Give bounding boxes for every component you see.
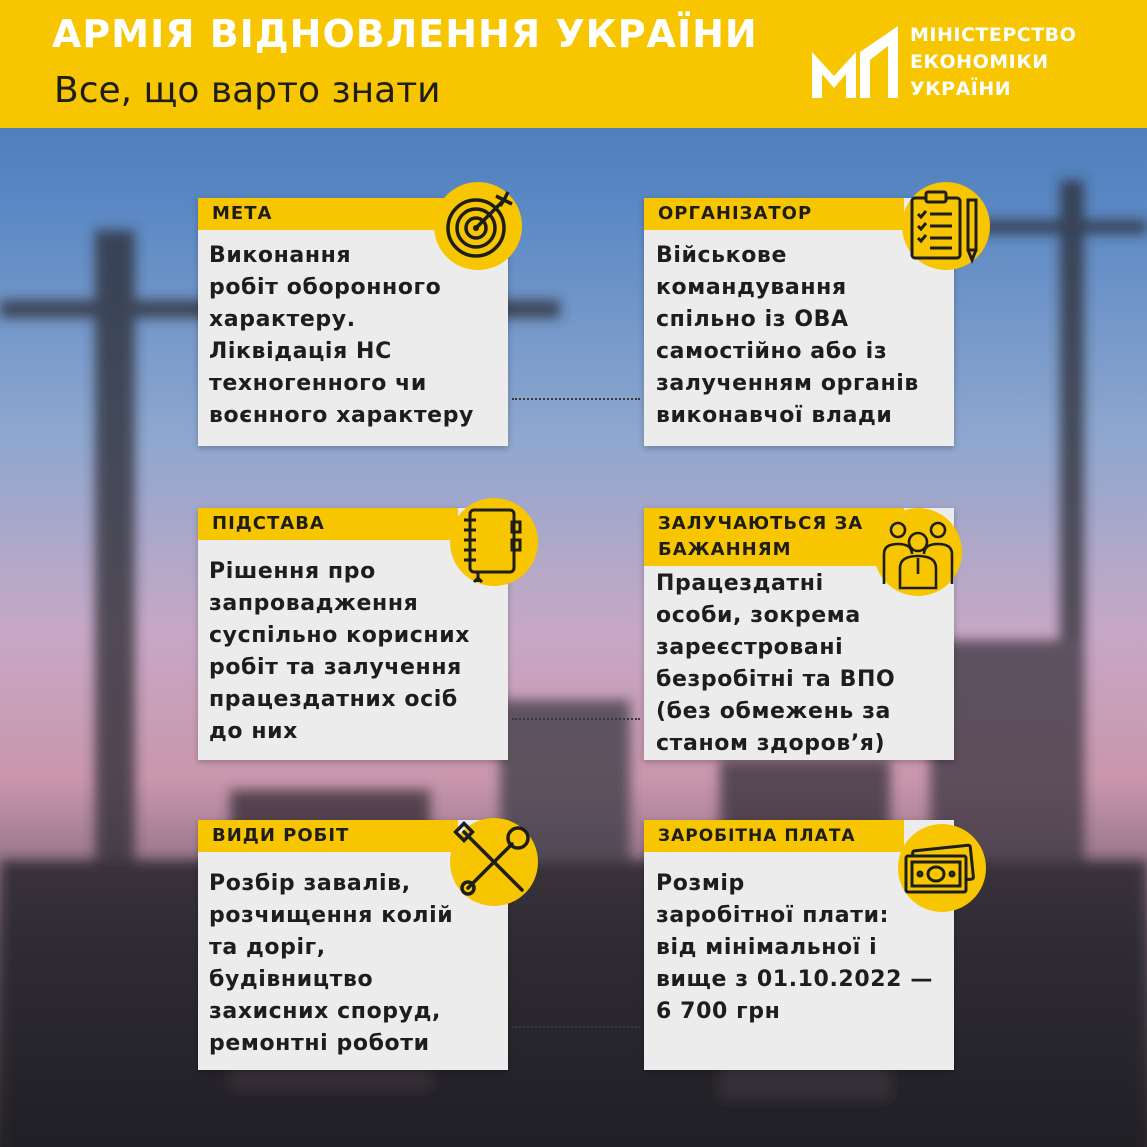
- text-line: робіт оборонного: [209, 275, 442, 300]
- text-line: командування: [656, 275, 847, 300]
- header-bar: [0, 0, 1147, 128]
- target-icon: [434, 182, 522, 270]
- text-line: спільно із ОВА: [656, 307, 849, 332]
- ministry-logo-icon: [810, 24, 900, 100]
- text-line: Працездатні: [656, 571, 824, 596]
- text-line: зареєстровані: [656, 635, 844, 660]
- text-line: вище з 01.10.2022 —: [656, 967, 933, 992]
- card-work-types-label: ВИДИ РОБІТ: [198, 820, 458, 852]
- card-basis-label: ПІДСТАВА: [198, 508, 458, 540]
- text-line: залученням органів: [656, 371, 919, 396]
- tools-icon: [450, 818, 538, 906]
- text-line: техногенного чи: [209, 371, 427, 396]
- card-work-types-text: [209, 868, 453, 1060]
- page-subtitle: Все, що варто знати: [54, 70, 441, 111]
- text-line: Ліквідація НС: [209, 339, 392, 364]
- text-line: воєнного характеру: [209, 403, 474, 428]
- text-line: робіт та залучення: [209, 655, 462, 680]
- text-line: характеру.: [209, 307, 356, 332]
- card-organizer-text: [656, 240, 919, 432]
- label-line: ЗАЛУЧАЮТЬСЯ ЗА: [658, 513, 864, 534]
- connector-dots: [512, 398, 640, 400]
- logo-line: ЕКОНОМІКИ: [910, 51, 1049, 73]
- text-line: від мінімальної і: [656, 935, 878, 960]
- text-line: будівництво: [209, 967, 374, 992]
- notebook-icon: [450, 498, 538, 586]
- text-line: станом здоров’я): [656, 731, 886, 756]
- text-line: заробітної плати:: [656, 903, 889, 928]
- label-line: БАЖАННЯМ: [658, 539, 792, 560]
- text-line: самостійно або із: [656, 339, 888, 364]
- text-line: працездатних осіб: [209, 687, 458, 712]
- ministry-logo-text: [910, 22, 1076, 103]
- text-line: Військове: [656, 243, 787, 268]
- text-line: виконавчої влади: [656, 403, 893, 428]
- page-title: АРМІЯ ВІДНОВЛЕННЯ УКРАЇНИ: [52, 12, 758, 56]
- text-line: Розмір: [656, 871, 745, 896]
- logo-line: МІНІСТЕРСТВО: [910, 24, 1077, 46]
- text-line: Розбір завалів,: [209, 871, 411, 896]
- connector-dots: [512, 718, 640, 720]
- text-line: Виконання: [209, 243, 352, 268]
- text-line: безробітні та ВПО: [656, 667, 896, 692]
- text-line: суспільно корисних: [209, 623, 471, 648]
- card-salary-label: ЗАРОБІТНА ПЛАТА: [644, 820, 904, 852]
- card-goal-label: МЕТА: [198, 198, 458, 230]
- clipboard-icon: [902, 182, 990, 270]
- text-line: особи, зокрема: [656, 603, 861, 628]
- text-line: та доріг,: [209, 935, 326, 960]
- text-line: до них: [209, 719, 298, 744]
- text-line: захисних споруд,: [209, 999, 441, 1024]
- card-participants-text: [656, 568, 895, 760]
- text-line: розчищення колій: [209, 903, 454, 928]
- card-organizer-label: ОРГАНІЗАТОР: [644, 198, 904, 230]
- card-salary-text: [656, 868, 933, 1028]
- card-participants-label: [644, 508, 904, 566]
- text-line: (без обмежень за: [656, 699, 891, 724]
- people-icon: [874, 508, 962, 596]
- text-line: ремонтні роботи: [209, 1031, 430, 1056]
- text-line: Рішення про: [209, 559, 376, 584]
- logo-line: УКРАЇНИ: [910, 78, 1012, 100]
- text-line: 6 700 грн: [656, 999, 781, 1024]
- card-basis-text: [209, 556, 470, 748]
- money-icon: [898, 824, 986, 912]
- text-line: запровадження: [209, 591, 419, 616]
- connector-dots: [512, 1026, 640, 1028]
